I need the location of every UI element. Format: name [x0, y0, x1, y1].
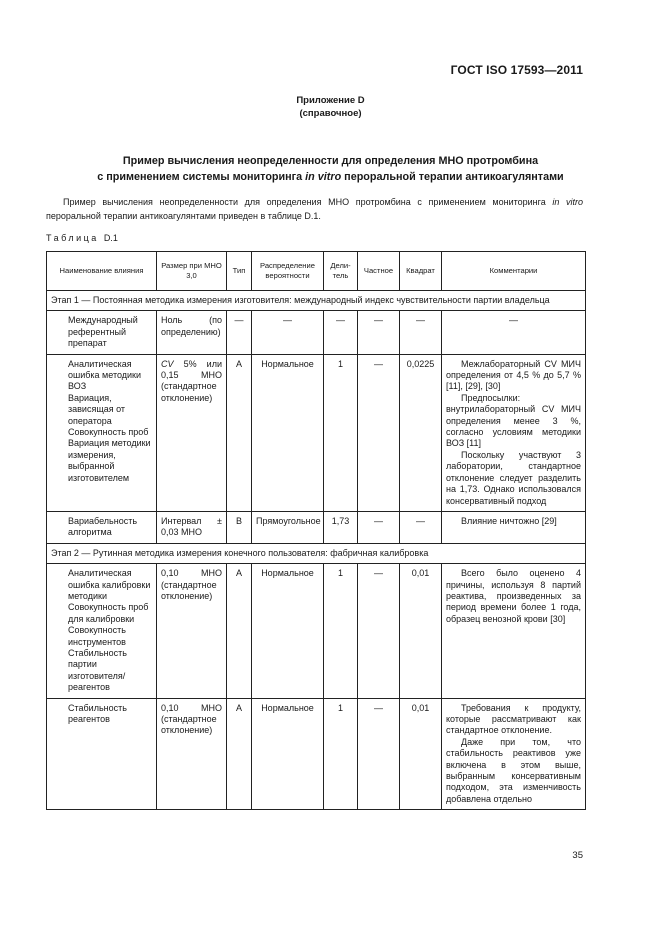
col-header: Размер при МНО 3,0 — [157, 252, 227, 291]
intro-text: Пример вычисления неопределенности для определения МНО протромбина с применением мониторинга — [63, 197, 553, 207]
square-cell: 0,0225 — [400, 354, 442, 511]
influence-line: Стабильность партии изготовителя/реагентов — [68, 647, 127, 693]
influence-line: Вариабельность алгоритма — [68, 515, 138, 538]
cv-symbol: CV — [161, 358, 174, 369]
influence-line: Международный референтный препарат — [68, 315, 138, 349]
comment-cell — [442, 564, 586, 698]
influence-name — [47, 354, 157, 511]
size-cell: 0,10 МНО (стандартное отклонение) — [157, 564, 227, 698]
intro-italic: in vitro — [552, 197, 583, 207]
influence-line: Вариация, зависящая от оператора — [68, 392, 126, 426]
divisor-cell: 1,73 — [324, 511, 358, 543]
size-cell: Интервал ± 0,03 МНО — [157, 511, 227, 543]
distribution-cell: — — [252, 311, 324, 354]
table-row — [47, 564, 586, 698]
table-row — [47, 511, 586, 543]
distribution-cell: Прямоугольное — [252, 511, 324, 543]
influence-line: Аналитическая ошибка калибровки методики — [68, 568, 151, 601]
comment-paragraph: Предпосылки: внутрилабораторный CV МИЧ определения менее 3 %, согласно условиям методики ВОЗ [11] — [446, 392, 581, 449]
comment-paragraph: Требования к продукту, которые рассматривают как стандартное отклонение. — [446, 702, 581, 736]
type-cell: A — [227, 564, 252, 698]
size-cell — [157, 354, 227, 511]
col-header: Квадрат — [400, 252, 442, 291]
type-cell: A — [227, 354, 252, 511]
uncertainty-table — [46, 251, 586, 810]
divisor-cell: 1 — [324, 354, 358, 511]
divisor-cell: — — [324, 311, 358, 354]
table-caption-label: Таблица — [46, 233, 99, 243]
quotient-cell: — — [358, 564, 400, 698]
type-cell: — — [227, 311, 252, 354]
influence-line: Стабильность реагентов — [68, 702, 127, 724]
heading-text: с применением системы мониторинга — [97, 171, 306, 183]
col-header: Наименование влияния — [47, 252, 157, 291]
influence-line: Совокупность инструментов — [68, 625, 126, 647]
distribution-cell: Нормальное — [252, 354, 324, 511]
distribution-cell: Нормальное — [252, 564, 324, 698]
stage-2-label: Этап 2 — Рутинная методика измерения конечного пользователя: фабричная калибровка — [47, 543, 586, 563]
appendix-type: (справочное) — [299, 108, 362, 119]
type-cell: B — [227, 511, 252, 543]
influence-line: Вариация методики измерения, выбранной изготовителем — [68, 438, 151, 483]
table-header-row — [47, 252, 586, 291]
col-header: Тип — [227, 252, 252, 291]
influence-name — [47, 564, 157, 698]
influence-line: Аналитическая ошибка методики ВОЗ — [68, 358, 142, 392]
page-number: 35 — [572, 850, 583, 861]
size-cell: 0,10 МНО (стандартное отклонение) — [157, 698, 227, 810]
comment-cell: — — [442, 311, 586, 354]
col-header: Распределение вероятности — [252, 252, 324, 291]
section-heading — [40, 153, 621, 185]
intro-text: пероральной терапии антикоагулянтами приведен в таблице D.1. — [46, 211, 321, 221]
table-row — [47, 354, 586, 511]
comment-paragraph: Влияние ничтожно [29] — [461, 515, 557, 526]
comment-cell — [442, 511, 586, 543]
influence-name — [47, 511, 157, 543]
size-cell: Ноль (по определению) — [157, 311, 227, 354]
table-row — [47, 698, 586, 810]
type-cell: A — [227, 698, 252, 810]
comment-paragraph: Всего было оценено 4 причины, используя 8 партий реактива, произведенных за период времени более 1 года, образец венозной крови [30] — [446, 568, 581, 624]
quotient-cell: — — [358, 698, 400, 810]
square-cell: — — [400, 311, 442, 354]
comment-paragraph: Даже при том, что стабильность реактивов уже включена в этом выше, выбранным консервативным подходом, эта изменчивость добавлена отдельно — [446, 736, 581, 804]
standard-code: ГОСТ ISO 17593—2011 — [450, 63, 583, 77]
quotient-cell: — — [358, 311, 400, 354]
distribution-cell: Нормальное — [252, 698, 324, 810]
heading-line-1: Пример вычисления неопределенности для определения МНО протромбина — [122, 155, 539, 167]
heading-line-2 — [40, 169, 621, 185]
divisor-cell: 1 — [324, 698, 358, 810]
intro-paragraph — [46, 195, 583, 223]
appendix-title: Приложение D — [296, 95, 365, 106]
influence-name — [47, 311, 157, 354]
square-cell: 0,01 — [400, 698, 442, 810]
heading-italic: in vitro — [305, 171, 342, 183]
table-caption-number: D.1 — [103, 233, 118, 243]
size-text: 5% или 0,15 МНО (стандартное отклонение) — [161, 358, 222, 403]
stage-row — [47, 291, 586, 311]
comment-paragraph: Межлабораторный CV МИЧ определения от 4,5 % до 5,7 % [11], [29], [30] — [446, 358, 581, 392]
table-row — [47, 311, 586, 354]
stage-1-label: Этап 1 — Постоянная методика измерения изготовителя: международный индекс чувствительности партии владельца — [47, 291, 586, 311]
square-cell: 0,01 — [400, 564, 442, 698]
comment-paragraph: Поскольку участвуют 3 лаборатории, стандартное отклонение следует разделить на 1,73. Однако использовался консервативный подход — [446, 449, 581, 506]
influence-line: Совокупность проб — [68, 427, 149, 438]
col-header: Частное — [358, 252, 400, 291]
quotient-cell: — — [358, 511, 400, 543]
divisor-cell: 1 — [324, 564, 358, 698]
comment-cell — [442, 698, 586, 810]
heading-text: пероральной терапии антикоагулянтами — [341, 171, 564, 183]
square-cell: — — [400, 511, 442, 543]
stage-row — [47, 543, 586, 563]
influence-name — [47, 698, 157, 810]
influence-line: Совокупность проб для калибровки — [68, 602, 149, 624]
col-header: Дели-тель — [324, 252, 358, 291]
comment-cell — [442, 354, 586, 511]
table-caption — [46, 233, 118, 243]
quotient-cell: — — [358, 354, 400, 511]
col-header: Комментарии — [442, 252, 586, 291]
